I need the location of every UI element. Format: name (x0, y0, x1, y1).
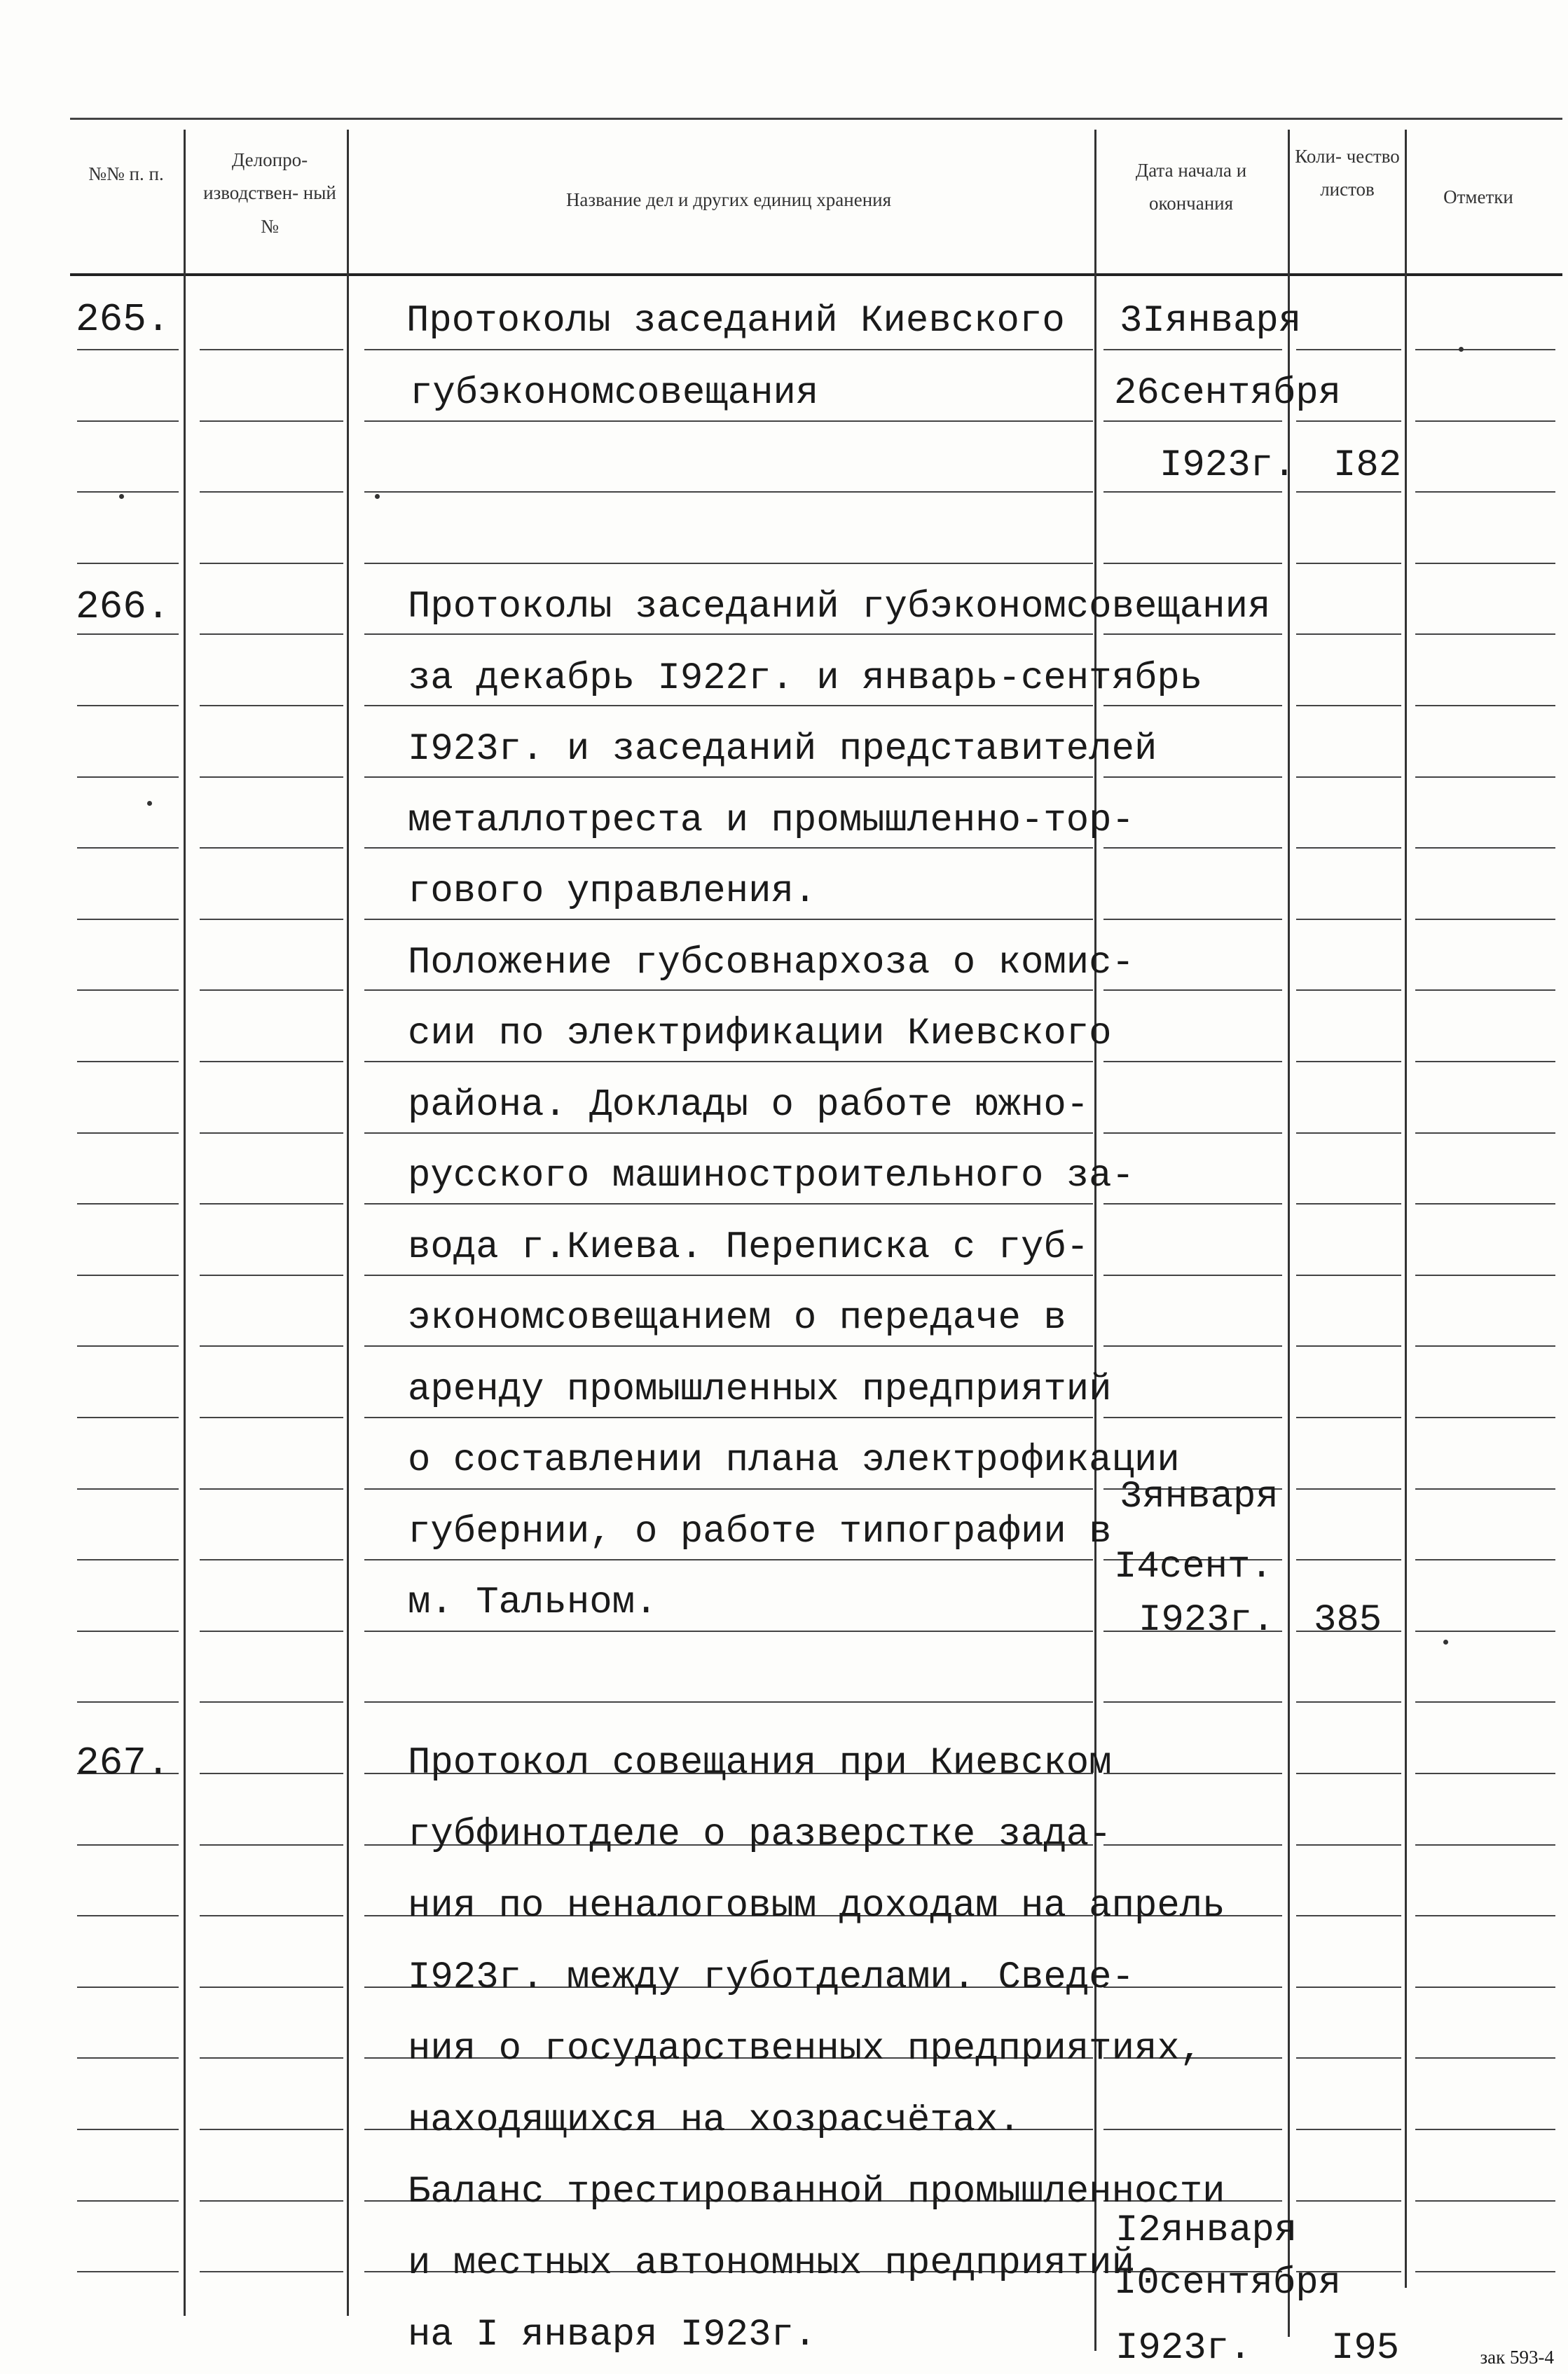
ruled-line (77, 1132, 179, 1134)
ruled-line (1415, 919, 1555, 920)
ink-speck (375, 494, 380, 499)
ruled-line (200, 420, 343, 422)
ruled-line (1415, 847, 1555, 849)
column-divider (347, 130, 349, 2316)
ruled-line (1415, 1773, 1555, 1774)
ruled-line (1415, 1203, 1555, 1205)
entry-title-line: на I января I923г. (408, 2314, 817, 2356)
ruled-line (1103, 847, 1282, 849)
ruled-line (1103, 1275, 1282, 1276)
entry-title-line: губернии, о работе типографии в (408, 1510, 1112, 1553)
ruled-line (1415, 2129, 1555, 2130)
ruled-line (200, 1275, 343, 1276)
ruled-line (1415, 1631, 1555, 1632)
ruled-line (364, 705, 1093, 706)
ruled-line (1415, 1061, 1555, 1062)
entry-title-line: района. Доклады о работе южно- (408, 1083, 1089, 1127)
ruled-line (1296, 633, 1401, 635)
header-office-number: Делопро- изводствен- ный № (203, 149, 336, 237)
ruled-line (364, 1701, 1093, 1703)
column-divider (1405, 130, 1407, 2288)
ruled-line (200, 776, 343, 778)
ruled-line (364, 420, 1093, 422)
ruled-line (1415, 1559, 1555, 1560)
ruled-line (200, 491, 343, 493)
ruled-line (1296, 776, 1401, 778)
header-number: №№ п. п. (88, 163, 164, 184)
entry-number: 266. (76, 584, 170, 629)
ruled-line (1103, 633, 1282, 635)
ruled-line (364, 633, 1093, 635)
ruled-line (364, 1631, 1093, 1632)
column-divider (1094, 130, 1096, 2351)
ruled-line (77, 2129, 179, 2130)
ruled-line (77, 633, 179, 635)
ruled-line (1296, 491, 1401, 493)
entry-title-line: сии по электрификации Киевского (408, 1013, 1112, 1055)
ruled-line (77, 1061, 179, 1062)
entry-title-line: металлотреста и промышленно-тор- (408, 799, 1134, 842)
ruled-line (200, 633, 343, 635)
ink-speck (1459, 347, 1464, 352)
ruled-line (200, 1132, 343, 1134)
ruled-line (200, 563, 343, 564)
ruled-line (200, 1203, 343, 1205)
ruled-line (200, 1701, 343, 1703)
entry-date-start: 3Iянваря (1120, 300, 1302, 343)
ruled-line (77, 1488, 179, 1490)
ruled-line (77, 1915, 179, 1916)
ruled-line (1103, 919, 1282, 920)
ruled-line (1415, 1345, 1555, 1347)
ruled-line (1103, 1132, 1282, 1134)
ruled-line (1415, 2271, 1555, 2272)
ruled-line (1296, 2200, 1401, 2202)
entry-date-start: 3января (1120, 1476, 1279, 1518)
ruled-line (364, 919, 1093, 920)
entry-title-line: экономсовещанием о передаче в (408, 1297, 1066, 1340)
ruled-line (1415, 1915, 1555, 1916)
entry-title-line: м. Тальном. (408, 1581, 658, 1624)
ruled-line (1296, 1701, 1401, 1703)
ruled-line (1103, 1701, 1282, 1703)
entry-date-end: I4сент. (1114, 1546, 1273, 1589)
ruled-line (77, 563, 179, 564)
entry-date-start: I2января (1115, 2209, 1298, 2252)
ruled-line (364, 989, 1093, 991)
entry-number: 267. (76, 1741, 170, 1785)
ruled-line (1296, 1345, 1401, 1347)
entry-sheets: 385 (1314, 1599, 1382, 1642)
ruled-line (1415, 349, 1555, 350)
ruled-line (1296, 919, 1401, 920)
ruled-line (77, 420, 179, 422)
ruled-line (1415, 1844, 1555, 1846)
ruled-line (200, 2200, 343, 2202)
entry-year: I923г. (1115, 2327, 1252, 2370)
header-dates: Дата начала и окончания (1135, 160, 1247, 214)
header-sheets: Коли- чество листов (1295, 146, 1400, 200)
ruled-line (1296, 1488, 1401, 1490)
ruled-line (200, 705, 343, 706)
ruled-line (200, 847, 343, 849)
ruled-line (1415, 420, 1555, 422)
header-notes: Отметки (1443, 186, 1513, 207)
ruled-line (1103, 563, 1282, 564)
ruled-line (364, 1061, 1093, 1062)
ruled-line (1415, 1275, 1555, 1276)
ruled-line (77, 1701, 179, 1703)
column-divider (184, 130, 186, 2316)
order-number: зак 593-4 (1480, 2347, 1554, 2368)
ink-speck (1443, 1640, 1448, 1645)
ink-speck (119, 494, 124, 499)
ruled-line (1103, 1203, 1282, 1205)
ruled-line (200, 1631, 343, 1632)
entry-title-line: I923г. между губотделами. Сведе- (408, 1956, 1134, 1999)
ruled-line (364, 1275, 1093, 1276)
ruled-line (77, 1275, 179, 1276)
ruled-line (1415, 1417, 1555, 1418)
entry-title-line: ния о государственных предприятиях, (408, 2028, 1203, 2071)
entry-title-line: Протоколы заседаний губэкономсовещания (408, 586, 1271, 629)
ruled-line (200, 1061, 343, 1062)
ruled-line (1415, 989, 1555, 991)
ruled-line (1296, 1915, 1401, 1916)
ruled-line (1415, 563, 1555, 564)
entry-title-line: о составлении плана электрофикации (408, 1439, 1180, 1482)
entry-sheets: I95 (1331, 2327, 1400, 2370)
entry-title-line: вода г.Киева. Переписка с губ- (408, 1226, 1089, 1269)
ruled-line (364, 491, 1093, 493)
ruled-line (77, 1631, 179, 1632)
ruled-line (200, 1559, 343, 1560)
ruled-line (77, 2200, 179, 2202)
ruled-line (1415, 705, 1555, 706)
entry-date-end: I0сентября (1114, 2262, 1342, 2305)
ruled-line (1103, 491, 1282, 493)
ruled-line (364, 563, 1093, 564)
entry-year: I923г. (1160, 444, 1296, 487)
ruled-line (1415, 776, 1555, 778)
ruled-line (77, 1203, 179, 1205)
entry-title-line: губэкономсовещания (410, 372, 819, 415)
ruled-line (1103, 1417, 1282, 1418)
entry-title-line: губфинотделе о разверстке зада- (408, 1813, 1112, 1856)
ruled-line (200, 1488, 343, 1490)
entry-title-line: и местных автономных предприятий (408, 2242, 1134, 2285)
ruled-line (77, 776, 179, 778)
ruled-line (364, 1345, 1093, 1347)
ruled-line (77, 2271, 179, 2272)
ruled-line (1296, 420, 1401, 422)
entry-title-line: гового управления. (408, 870, 817, 913)
ruled-line (200, 919, 343, 920)
ruled-line (1296, 1773, 1401, 1774)
ruled-line (200, 1915, 343, 1916)
ruled-line (77, 349, 179, 350)
ruled-line (1296, 1061, 1401, 1062)
ruled-line (77, 1345, 179, 1347)
ruled-line (1415, 491, 1555, 493)
entry-title-line: аренду промышленных предприятий (408, 1368, 1112, 1411)
ruled-line (364, 1488, 1093, 1490)
ruled-line (77, 1844, 179, 1846)
ruled-line (1103, 989, 1282, 991)
ruled-line (77, 491, 179, 493)
ruled-line (364, 1132, 1093, 1134)
ruled-line (77, 847, 179, 849)
ruled-line (364, 1559, 1093, 1560)
entry-title-line: Протоколы заседаний Киевского (406, 300, 1065, 343)
ruled-line (200, 1417, 343, 1418)
ruled-line (1296, 1275, 1401, 1276)
ruled-line (1103, 705, 1282, 706)
entry-title-line: находящихся на хозрасчётах. (408, 2099, 1021, 2142)
entry-title-line: I923г. и заседаний представителей (408, 728, 1157, 771)
entry-title-line: Протокол совещания при Киевском (408, 1742, 1112, 1785)
ruled-line (77, 1987, 179, 1988)
ruled-line (1296, 1417, 1401, 1418)
entry-sheets: I82 (1333, 444, 1402, 487)
entry-year: I923г. (1139, 1599, 1275, 1642)
ruled-line (1296, 1132, 1401, 1134)
ruled-line (77, 989, 179, 991)
ruled-line (200, 2129, 343, 2130)
ruled-line (1296, 1203, 1401, 1205)
ruled-line (200, 1844, 343, 1846)
ruled-line (364, 847, 1093, 849)
ruled-line (200, 2057, 343, 2059)
ruled-line (1296, 1559, 1401, 1560)
ruled-line (77, 1559, 179, 1560)
entry-title-line: за декабрь I922г. и январь-сентябрь (408, 657, 1203, 700)
ruled-line (1103, 2129, 1282, 2130)
entry-title-line: ния по неналоговым доходам на апрель (408, 1885, 1225, 1928)
ruled-line (200, 989, 343, 991)
ruled-line (1415, 1987, 1555, 1988)
entry-title-line: русского машиностроительного за- (408, 1155, 1134, 1198)
ruled-line (200, 2271, 343, 2272)
ruled-line (1296, 705, 1401, 706)
ruled-line (1103, 776, 1282, 778)
ruled-line (364, 776, 1093, 778)
ruled-line (1103, 1773, 1282, 1774)
ruled-line (1296, 847, 1401, 849)
ruled-line (1296, 2129, 1401, 2130)
ruled-line (1296, 349, 1401, 350)
ruled-line (200, 1345, 343, 1347)
ruled-line (1415, 1488, 1555, 1490)
ruled-line (200, 1773, 343, 1774)
ruled-line (200, 349, 343, 350)
ruled-line (1415, 2057, 1555, 2059)
ruled-line (1103, 1061, 1282, 1062)
ink-speck (147, 801, 152, 806)
ruled-line (1415, 2200, 1555, 2202)
header-title: Название дел и других единиц хранения (565, 189, 892, 210)
ruled-line (1296, 1844, 1401, 1846)
ruled-line (77, 705, 179, 706)
ruled-line (1103, 1844, 1282, 1846)
ruled-line (1103, 349, 1282, 350)
entry-number: 265. (76, 297, 170, 342)
ruled-line (1296, 989, 1401, 991)
entry-date-end: 26сентября (1114, 372, 1342, 415)
entry-title-line: Положение губсовнархоза о комис- (408, 941, 1134, 984)
ruled-line (77, 1417, 179, 1418)
ruled-line (364, 1417, 1093, 1418)
ruled-line (1415, 1701, 1555, 1703)
ruled-line (364, 1203, 1093, 1205)
ruled-line (1103, 420, 1282, 422)
ruled-line (1296, 1987, 1401, 1988)
ruled-line (1296, 2057, 1401, 2059)
ruled-line (1103, 1345, 1282, 1347)
ruled-line (1415, 633, 1555, 635)
ruled-line (364, 349, 1093, 350)
ruled-line (77, 919, 179, 920)
ruled-line (1296, 563, 1401, 564)
ruled-line (1415, 1132, 1555, 1134)
entry-title-line: Баланс трестированной промышленности (408, 2171, 1225, 2214)
ruled-line (200, 1987, 343, 1988)
ruled-line (77, 2057, 179, 2059)
